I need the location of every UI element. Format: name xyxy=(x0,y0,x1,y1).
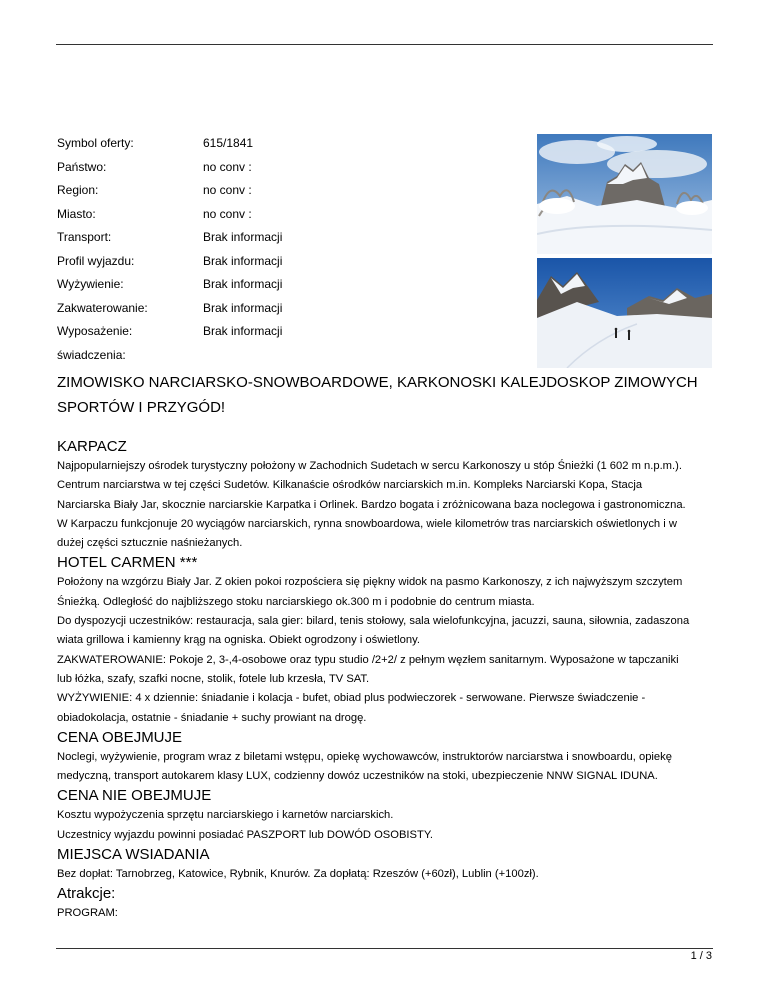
section-text-attractions: PROGRAM: xyxy=(57,907,118,920)
offer-row-meals xyxy=(57,273,527,297)
offer-label: Symbol oferty: xyxy=(57,136,134,150)
offer-label: Region: xyxy=(57,183,99,197)
offer-row-profile xyxy=(57,250,527,274)
section-heading-boarding: MIEJSCA WSIADANIA xyxy=(57,846,210,864)
section-text-hotel: Położony na wzgórzu Biały Jar. Z okien pokoi rozpościera się piękny widok na pasmo Karkonoszy, z ich najwyższym szczytem Śnieżką. Odległość do najbliższego stoku narciarskiego ok.300 m i podobnie do centrum miasta. Do dyspozycji uczestników: restauracja, sala gier: bilard, tenis stołowy, sala wielofunkcyjna, jacuzzi, sauna, siłownia, zadaszona wiata grillowa i kamienny krąg na ogniska. Obiekt ogrodzony i oświetlony. ZAKWATEROWANIE: Pokoje 2, 3-,4-osobowe oraz typu studio /2+2/ z pełnym węzłem sanitarnym. Wyposażone w tapczaniki lub łóżka, szafy, szafki nocne, stolik, fotele lub krzesła, TV SAT. WYŻYWIENIE: 4 x dziennie: śniadanie i kolacja - bufet, obiad plus podwieczorek - serwowane. Pierwsze świadczenie - obiadokolacja, ostatnie - śniadanie + suchy prowiant na drogę. xyxy=(57,576,690,724)
offer-row-equipment xyxy=(57,320,527,344)
offer-label: Miasto: xyxy=(57,206,96,221)
section-text-price-includes: Noclegi, wyżywienie, program wraz z biletami wstępu, opiekę wychowawców, instruktorów narciarstwa i snowboardu, opiekę medyczną, transport autokarem klasy LUX, codzienny dowóz uczestników na stoki, ubezpieczenie NNW SIGNAL IDUNA. xyxy=(57,750,672,783)
section-heading-price-excludes: CENA NIE OBEJMUJE xyxy=(57,787,212,805)
offer-label: Transport: xyxy=(57,230,112,244)
offer-value: Brak informacji xyxy=(203,230,283,244)
section-heading-karpacz: KARPACZ xyxy=(57,438,127,455)
page-title: ZIMOWISKO NARCIARSKO-SNOWBOARDOWE, KARKONOSKI KALEJDOSKOP ZIMOWYCH SPORTÓW I PRZYGÓD! xyxy=(57,374,698,416)
offer-row-accommodation xyxy=(57,297,527,321)
offer-description xyxy=(57,370,717,924)
offer-value: Brak informacji xyxy=(203,277,283,291)
snowy-rocky-summit-photo xyxy=(537,134,712,254)
section-heading-price-includes: CENA OBEJMUJE xyxy=(57,728,183,746)
offer-label: Wyżywienie: xyxy=(57,277,124,291)
offer-label: Państwo: xyxy=(57,159,107,174)
offer-value: 615/1841 xyxy=(203,136,254,150)
offer-label: Profil wyjazdu: xyxy=(57,253,135,268)
offer-benefits-label: świadczenia: xyxy=(57,347,126,362)
offer-value: Brak informacji xyxy=(203,300,283,315)
offer-value: Brak informacji xyxy=(203,253,283,268)
offer-row-transport xyxy=(57,226,527,250)
offer-row-city xyxy=(57,203,527,227)
offer-label: Wyposażenie: xyxy=(57,324,133,338)
snowy-mountain-hikers-photo xyxy=(537,258,712,368)
page-number: 1 / 3 xyxy=(690,950,712,962)
footer-rule xyxy=(56,948,713,949)
section-text-price-excludes: Kosztu wypożyczenia sprzętu narciarskiego i karnetów narciarskich. Uczestnicy wyjazdu powinni posiadać PASZPORT lub DOWÓD OSOBISTY. xyxy=(57,809,433,841)
offer-value: no conv : xyxy=(203,159,252,174)
offer-row-region xyxy=(57,179,527,203)
offer-details xyxy=(57,132,527,367)
offer-label: Zakwaterowanie: xyxy=(57,300,148,315)
offer-value: Brak informacji xyxy=(203,324,283,338)
header-rule xyxy=(56,44,713,45)
section-heading-hotel: HOTEL CARMEN *** xyxy=(57,554,198,572)
section-heading-attractions: Atrakcje: xyxy=(57,885,116,903)
section-text-boarding: Bez dopłat: Tarnobrzeg, Katowice, Rybnik, Knurów. Za dopłatą: Rzeszów (+60zł), Lublin (+100zł). xyxy=(57,868,539,881)
offer-row-country xyxy=(57,156,527,180)
section-text-karpacz: Najpopularniejszy ośrodek turystyczny położony w Zachodnich Sudetach w sercu Karkonoszy u stóp Śnieżki (1 602 m n.p.m.). Centrum narciarstwa w tej części Sudetów. Kilkanaście ośrodków narciarskich m.in. Kompleks Narciarski Kopa, Stacja Narciarska Biały Jar, skocznie narciarskie Karpatka i Orlinek. Bardzo bogata i zróżnicowana baza noclegowa i gastronomiczna. W Karpaczu funkcjonuje 20 wyciągów narciarskich, rynna snowboardowa, wiele kilometrów tras narciarskich oświetlonych i w dużej części sztucznie naśnieżanych. xyxy=(57,460,686,550)
offer-value: no conv : xyxy=(203,206,252,221)
offer-value: no conv : xyxy=(203,183,252,197)
offer-row-symbol xyxy=(57,132,527,156)
